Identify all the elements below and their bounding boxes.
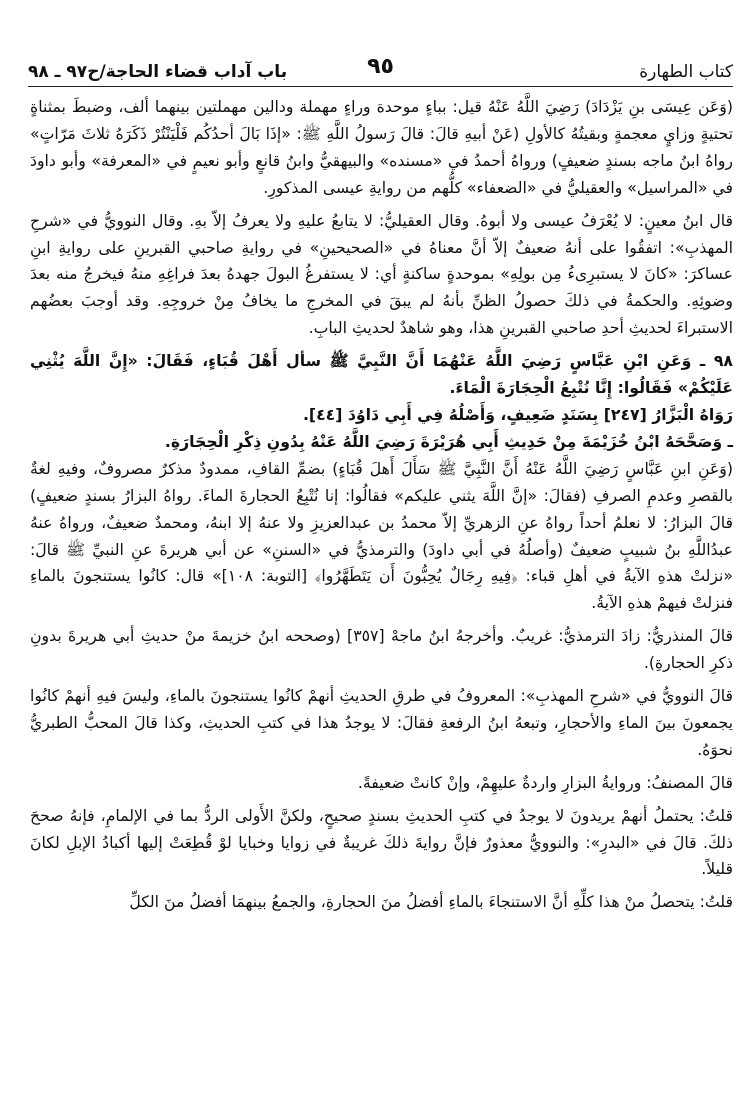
hadith-authentication: ـ وَصَحَّحَهُ ابْنُ خُزَيْمَةَ مِنْ حَدِيثِ أَبِي هُرَيْرَةَ رَضِيَ اللَّهُ عَنْهُ بِدُونِ ذِكْرِ الْحِجَارَةِ.	[164, 431, 733, 451]
paragraph: قلتُ: يتحصلُ منْ هذا كلِّهِ أنَّ الاستنجاءَ بالماءِ أفضلُ منَ الحجارةِ، والجمعُ بينهمَا أفضلُ منَ الكلِّ	[129, 892, 733, 912]
book-title: كتاب الطهارة	[639, 62, 733, 82]
paragraph: (وَعَنِ ابنِ عَبَّاسٍ رَضِيَ اللَّهُ عَنْهُ أَنَّ النَّبِيَّ ﷺ سَأَلَ أَهلَ قُبَاءٍ) بضمِّ القافِ، ممدودٌ مذكرٌ مصروفٌ، وفيهِ لغةٌ بالقصرِ وعدمِ الصرفِ (فقالَ: «إنَّ اللَّهَ يثني عليكم» فقالُوا: إنا نُتْبِعُ الحجارةَ الماءَ. رواهُ البزارُ بسندٍ ضعيفٍ) قالَ البزارُ: لا نعلمُ أحداً رواهُ عنِ الزهريِّ إلاّ محمدُ بن عبدالعزيزِ ولا عنهُ إلا ابنهُ، ومحمدٌ ضعيفٌ، ورواهُ عنهُ عبدُاللَّهِ بنُ شبيبٍ ضعيفٌ (وأصلُهُ في أبي داودَ) والترمذيُّ في «السننِ» عن أبي هريرةَ عنِ النبيِّ ﷺ قالَ: «نزلتْ هذهِ الآيةُ في أهلِ قباء: ﴿فِيهِ رِجَالٌ يُحِبُّونَ أَن يَتَطَهَّرُوا﴾ [التوبة: ١٠٨]» قال: كانُوا يستنجونَ بالماءِ فنزلتْ فيهمْ هذهِ الآيةُ.	[30, 458, 734, 613]
main-text	[30, 94, 733, 916]
hadith-source: رَوَاهُ الْبَزَّارُ [٢٤٧] بِسَنَدٍ ضَعِيفٍ، وَأَصْلُهُ فِي أَبِي دَاوُدَ [٤٤].	[302, 404, 733, 424]
hadith-98: ٩٨ ـ وَعَنِ ابْنِ عَبَّاسٍ رَضِيَ اللَّهُ عَنْهُمَا أَنَّ النَّبِيَّ ﷺ سأل أَهْلَ قُبَاءٍ، فَقَالَ: «إِنَّ اللَّهَ يُثْنِي عَلَيْكُمْ» فَقَالُوا: إِنَّا نُتْبِعُ الْحِجَارَةَ الْمَاءَ.	[30, 351, 733, 398]
page-number: ٩٥	[367, 54, 394, 79]
chapter-title: باب آداب قضاء الحاجة/ح٩٧ ـ ٩٨	[28, 62, 288, 82]
paragraph: قلتُ: يحتملُ أنهمْ يريدونَ لا يوجدُ في كتبِ الحديثِ بسندٍ صحيحٍ، ولكنَّ الأَولى الردُّ بما في الإلمامِ، فإنهُ صححَ ذلكَ. قالَ في «البدرِ»: والنوويُّ معذورٌ فإنَّ روايةَ ذلكَ غريبةٌ في زوايا وخبايا لوْ قُطِعَتْ إليها أكبادُ الإبلِ لكانَ قليلاً.	[30, 805, 733, 879]
page-header	[28, 52, 733, 86]
paragraph: قالَ المنذريُّ: زادَ الترمذيُّ: غريبٌ. وأخرجهُ ابنُ ماجهْ [٣٥٧] (وصححه ابنُ خزيمةَ منْ حديثِ أبي هريرةَ بدونِ ذكرِ الحجارةِ).	[30, 626, 733, 673]
paragraph: قالَ النوويُّ في «شرحِ المهذبِ»: المعروفُ في طرقِ الحديثِ أنهمْ كانُوا يستنجونَ بالماءِ، وليسَ فيهِ أنهمْ كانُوا يجمعونَ بينَ الماءِ والأحجارِ، وتبعهُ ابنُ الرفعةِ فقالَ: لا يوجدُ هذا في كتبِ الحديثِ، وكذا قالَ المحبُّ الطبريُّ نحوَهُ.	[30, 686, 733, 759]
header-rule	[28, 86, 733, 87]
paragraph: قال ابنُ معينٍ: لا يُعْرَفُ عيسى ولا أبوهُ. وقال العقيليُّ: لا يتابعُ عليهِ ولا يعرفُ إلاّ بهِ. وقال النوويُّ في «شرحِ المهذبِ»: اتفقُوا على أنهُ ضعيفٌ إلاّ أنَّ معناهُ في «الصحيحينِ» في روايةِ صاحبي القبرينِ على روايةِ ابنِ عساكرَ: «كانَ لا يستبرِىءُ مِن بولِهِ» بموحدةٍ ساكنةٍ أي: لا يستفرغُ البولَ جهدهُ بعدَ فراغِهِ منهُ فيخرجُ منه بعدَ وضوئِهِ. والحكمةُ في ذلكَ حصولُ الظنِّ بأنهُ لم يبقَ في المخرجِ ما يخافُ مِنْ خروجِهِ. وقد أوجبَ بعضُهم الاستبراءَ لحديثِ أحدِ صاحبي القبرينِ هذا، وهو شاهدٌ لحديثِ البابِ.	[30, 210, 733, 338]
paragraph: قالَ المصنفُ: وروايةُ البزارِ واردةٌ عليهِمْ، وإنْ كانتْ ضعيفةً.	[357, 772, 733, 792]
paragraph: (وَعَن عِيسَى بنِ يَزْدَادَ) رَضِيَ اللَّهُ عَنْهُ قيل: بباءٍ موحدة وراءٍ مهملة ودالين مهملتين بينهما ألف، وضبطَ بمثناةٍ تحتيةٍ وزايٍ معجمةٍ وبقيتُهُ كالأولِ (عَنْ أبيهِ قالَ: قالَ رَسولُ اللَّهِ ﷺ: «إذَا بَالَ أحدُكُم فَلْيَنْتُرْ ذَكَرَهُ ثلاثَ مَرّاتٍ» رواهُ ابنُ ماجه بسندٍ ضعيفٍ) ورواهُ أحمدُ في «مسنده» والبيهقيُّ وابنُ قانعٍ وأبو نعيمٍ في «المعرفة» وأبو داودَ في «المراسيل» والعقيليُّ في «الضعفاء» كلُّهم من روايةِ عيسى المذكورِ.	[30, 97, 733, 197]
